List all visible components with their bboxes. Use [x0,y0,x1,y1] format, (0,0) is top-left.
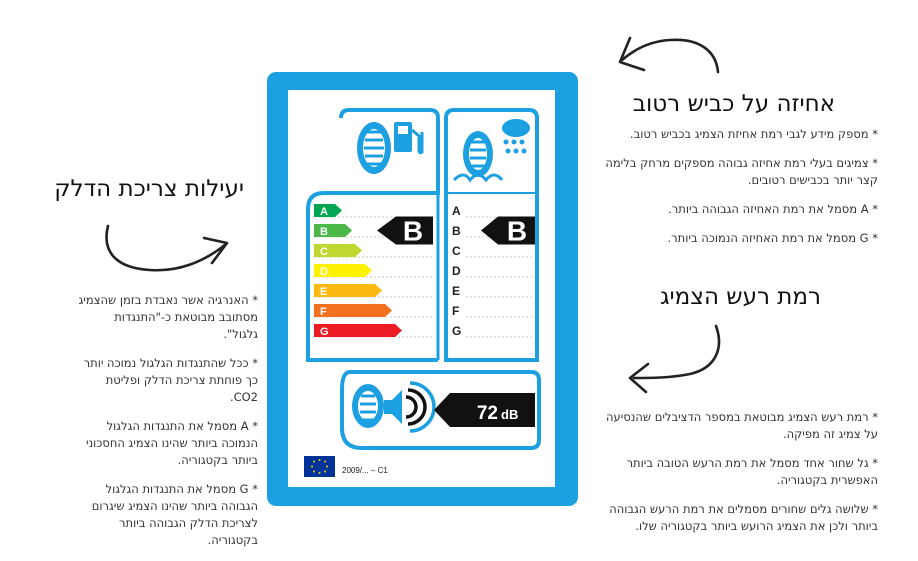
wet-class-label: B [452,224,461,238]
arrow-icon [100,218,240,288]
wet-class-label: F [452,304,460,318]
fuel-grade-letter: B [402,215,424,247]
wet-bullet: * מספק מידע לגבי רמת אחיזת הצמיג בכביש רטוב. [629,127,878,141]
rain-cloud-icon [502,119,530,154]
wet-bullet: * A מסמל את רמת האחיזה הגבוהה ביותר. [668,202,878,216]
wet-class-label: C [452,244,461,258]
footer-text: 2009/... – C1 [342,466,388,475]
wet-class-label: D [452,264,461,278]
fuel-bullet: * G מסמל את התנגדות הגלגול הגבוהה ביותר שהינו הצמיג שיגרום לצריכת הדלק הגבוהה ביותר בקטגוריה. [91,482,258,547]
wet-bullet: * צמיגים בעלי רמת אחיזה גבוהה מספקים מרחק בלימה קצר יותר בכבישים רטובים. [605,156,878,187]
fuel-pump-icon [394,122,422,153]
fuel-class-label: A [320,206,328,218]
fuel-heading: יעילות צריכת הדלק [54,176,244,202]
speaker-icon [384,390,402,424]
noise-bullet: * רמת רעש הצמיג מבוטאת במספר הדציבלים שהנסיעה על צמיג זה מפיקה. [606,410,878,441]
fuel-scale [314,204,434,338]
noise-bullet: * שלושה גלים שחורים מסמלים את רמת הרעש הגבוהה ביותר ולכן את הצמיג הרועש ביותר בקטגוריה שלו. [609,502,878,533]
wet-grip-heading: אחיזה על כביש רטוב [632,91,835,117]
noise-waves [406,383,434,431]
fuel-class-label: D [320,266,328,278]
fuel-bullet: * A מסמל את התנגדות הגלגול הנמוכה ביותר שהינו הצמיג החסכוני ביותר בקטגוריה. [86,419,258,467]
eu-tyre-label [267,72,578,506]
fuel-class-label: B [320,226,328,238]
fuel-bullet: * ככל שהתנגדות הגלגול נמוכה יותר כך פוחתת צריכת הדלק ופליטת CO2. [83,356,258,404]
fuel-class-label: F [320,306,327,318]
noise-heading: רמת רעש הצמיג [660,284,821,310]
tyre-icon [454,131,502,180]
label-graphic [288,90,555,487]
wet-grip-bullets [596,126,878,259]
fuel-class-label: E [320,286,328,298]
tyre-icon [357,122,391,174]
noise-bullet: * גל שחור אחד מסמל את רמת הרעש הטובה ביותר האפשרית בקטגוריה. [626,456,878,487]
arrow-icon [620,318,730,398]
label-inner [288,90,555,487]
fuel-class-label: G [320,326,329,338]
fuel-class-label: C [320,246,328,258]
eu-flag-icon [304,456,335,477]
fuel-class-arrow [314,204,342,217]
tyre-icon [352,384,384,428]
wet-class-label: E [452,284,461,298]
noise-bullets [596,409,878,547]
wet-bullet: * G מסמל את רמת האחיזה הנמוכה ביותר. [667,231,878,245]
wet-class-label: A [452,204,461,218]
fuel-bullet: * האנרגיה אשר נאבדת בזמן שהצמיג מסתובב מבוטאת כ-"התנגדות גלגול". [78,293,258,341]
wet-scale [452,204,535,338]
wet-class-label: G [452,324,462,338]
noise-value: 72 [476,403,498,424]
sound-wave [406,397,416,417]
fuel-bullets [76,292,258,561]
wet-grade-letter: B [506,215,528,247]
arrow-icon [610,28,730,78]
noise-unit: dB [501,407,519,422]
